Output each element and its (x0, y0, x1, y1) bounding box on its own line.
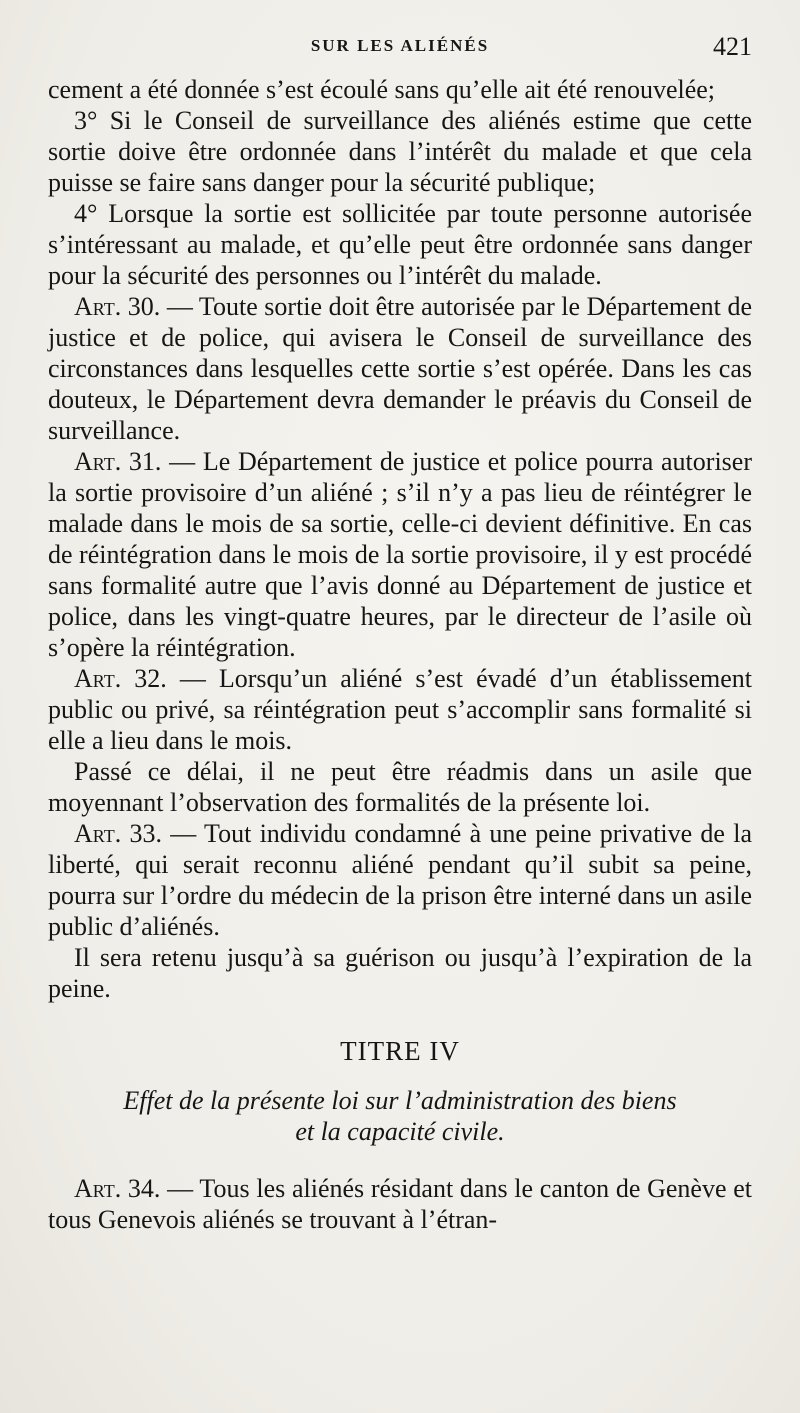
paragraph-item-4: 4° Lorsque la sortie est sollicitée par toute personne autorisée s’intéressant au malade, et qu’elle peut être ordonnée sans danger pour la sécurité des personnes ou l’intérêt du malade. (48, 199, 752, 290)
page-header (48, 34, 752, 66)
body-text (48, 74, 752, 1235)
paragraph-passe-ce-delai: Passé ce délai, il ne peut être réadmis dans un asile que moyennant l’observation des formalités de la présente loi. (48, 757, 752, 817)
section-title: TITRE IV (340, 1036, 460, 1066)
article-33-label: Art. 33. (74, 819, 162, 848)
page-number: 421 (713, 32, 752, 61)
paragraph-retenu: Il sera retenu jusqu’à sa guérison ou jusqu’à l’expiration de la peine. (48, 943, 752, 1003)
article-34-text: — Tous les aliénés résidant dans le canton de Genève et tous Genevois aliénés se trouvant à l’étran- (48, 1174, 752, 1234)
article-34-label: Art. 34. (74, 1174, 161, 1203)
article-33 (48, 818, 752, 942)
paragraph-continuation: cement a été donnée s’est écoulé sans qu’elle ait été renouvelée; (48, 75, 716, 104)
section-subtitle-line-1: Effet de la présente loi sur l’administration des biens (123, 1086, 677, 1115)
article-31-text: — Le Département de justice et police pourra autoriser la sortie provisoire d’un aliéné ; s’il n’y a pas lieu de réintégrer le malade dans le mois de sa sortie, celle-ci devient définitive. En cas de réintégration dans le mois de la sortie provisoire, il y est procédé sans formalité autre que l’avis donné au Département de justice et police, dans les vingt-quatre heures, par le directeur de l’asile où s’opère la réintégration. (48, 447, 752, 662)
section-subtitle (48, 1085, 752, 1147)
article-30-label: Art. 30. (74, 292, 161, 321)
paragraph-item-3: 3° Si le Conseil de surveillance des aliénés estime que cette sortie doive être ordonnée dans l’intérêt du malade et que cela puisse se faire sans danger pour la sécurité publique; (48, 106, 752, 197)
article-30-text: — Toute sortie doit être autorisée par le Département de justice et de police, qui avisera le Conseil de surveillance des circonstances dans lesquelles cette sortie s’est opérée. Dans les cas douteux, le Département devra demander le préavis du Conseil de surveillance. (48, 292, 752, 445)
article-34 (48, 1173, 752, 1235)
article-31-label: Art. 31. (74, 447, 162, 476)
article-32-text: — Lorsqu’un aliéné s’est évadé d’un établissement public ou privé, sa réintégration peut s’accomplir sans formalité si elle a lieu dans le mois. (48, 664, 752, 755)
article-32-label: Art. 32. (74, 664, 167, 693)
running-title: SUR LES ALIÉNÉS (310, 36, 490, 55)
article-33-text: — Tout individu condamné à une peine privative de la liberté, qui serait reconnu aliéné pendant qu’il subit sa peine, pourra sur l’ordre du médecin de la prison être interné dans un asile public d’aliénés. (48, 819, 752, 941)
article-31 (48, 446, 752, 663)
article-32 (48, 663, 752, 756)
article-30 (48, 291, 752, 446)
section-subtitle-line-2: et la capacité civile. (295, 1117, 505, 1146)
